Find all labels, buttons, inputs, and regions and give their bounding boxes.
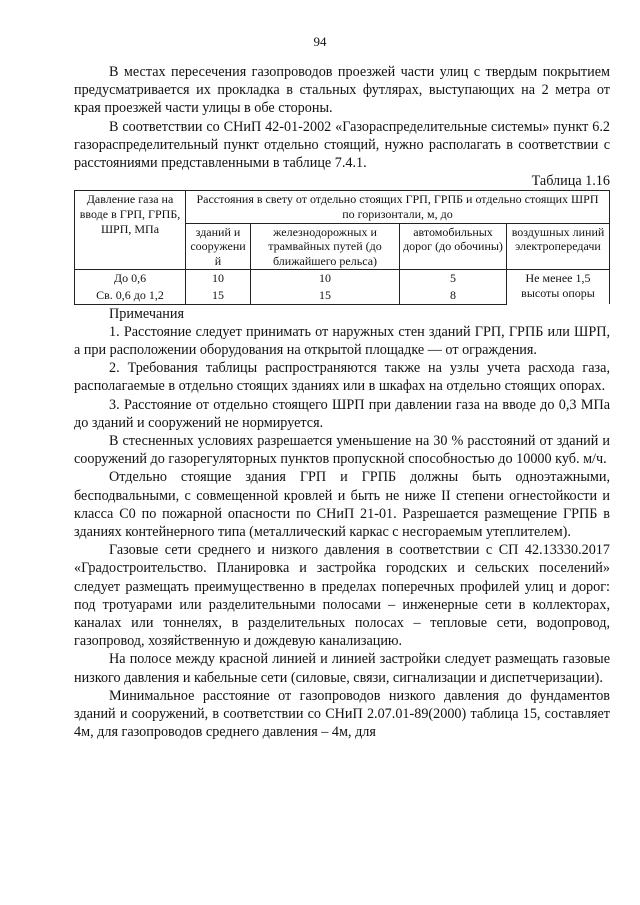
subheader-roads: автомобильных дорог (до обочины) — [400, 223, 507, 270]
table-header-row — [75, 191, 610, 223]
paragraph-red-line: На полосе между красной линией и линией застройки следует размещать газовые низкого давления и кабельные сети (силовые, связи, сигнализации и диспетчеризации). — [74, 651, 610, 686]
cell-pressure: До 0,6 — [75, 270, 186, 287]
cell-rail: 10 — [251, 270, 400, 287]
paragraph-casings: В местах пересечения газопроводов проезжей части улиц с твердым покрытием предусматривается их прокладка в стальных футлярах, выступающих на 2 метра от края проезжей части улицы в обе стороны. — [74, 64, 610, 117]
note-3: 3. Расстояние от отдельно стоящего ШРП при давлении газа на вводе до 0,3 МПа до зданий и сооружений не нормируется. — [74, 396, 610, 431]
paragraph-buildings: Отдельно стоящие здания ГРП и ГРПБ должны быть одноэтажными, бесподвальными, с совмещенной кровлей и быть не ниже II степени огнестойкости и класса С0 по пожарной опасности по СНиП 21-01. Разрешается размещение ГРПБ в зданиях контейнерного типа (металлический каркас с несгораемым утеплителем). — [74, 469, 610, 541]
cell-roads: 8 — [400, 287, 507, 304]
note-2: 2. Требования таблицы распространяются также на узлы учета расхода газа, располагаемые в отдельно стоящих зданиях или в шкафах на отдельно стоящих опорах. — [74, 360, 610, 395]
cell-buildings: 10 — [186, 270, 251, 287]
table-caption: Таблица 1.16 — [531, 173, 610, 190]
paragraph-min-distance: Минимальное расстояние от газопроводов низкого давления до фундаментов зданий и сооружений, в соответствии со СНиП 2.07.01-89(2000) таблица 15, составляет 4м, для газопроводов среднего давления – 4м, для — [74, 687, 610, 741]
note-1: 1. Расстояние следует принимать от наружных стен зданий ГРП, ГРПБ или ШРП, а при расположении оборудования на открытой площадке — от ограждения. — [74, 323, 610, 358]
cell-power-lines: Не менее 1,5 высоты опоры — [507, 270, 610, 304]
cell-buildings: 15 — [186, 287, 251, 304]
document-body — [74, 63, 610, 741]
cell-roads: 5 — [400, 270, 507, 287]
subheader-buildings: зданий и сооружени й — [186, 223, 251, 270]
paragraph-gas-networks: Газовые сети среднего и низкого давления в соответствии с СП 42.13330.2017 «Градостроительство. Планировка и застройка городских и сельских поселений» следует размещать преимущественно в пределах поперечных профилей улиц и дорог: под тротуарами или разделительными полосами – инженерные сети в коллекторах, каналах или тоннелях, в разделительных полосах – тепловые сети, водопровод, газопровод, хозяйственную и дождевую канализацию. — [74, 542, 610, 650]
table-row — [75, 270, 610, 287]
header-pressure: Давление газа на вводе в ГРП, ГРПБ, ШРП, МПа — [75, 191, 186, 270]
header-distances: Расстояния в свету от отдельно стоящих ГРП, ГРПБ и отдельно стоящих ШРП по горизонтали, м, до — [186, 191, 610, 223]
cell-rail: 15 — [251, 287, 400, 304]
subheader-power-lines: воздушных линий электропередачи — [507, 223, 610, 270]
notes-title: Примечания — [109, 305, 184, 322]
cell-pressure: Св. 0,6 до 1,2 — [75, 287, 186, 304]
paragraph-constrained: В стесненных условиях разрешается уменьшение на 30 % расстояний от зданий и сооружений до газорегуляторных пунктов пропускной способностью до 10000 куб. м/ч. — [74, 433, 610, 468]
paragraph-snip-reference: В соответствии со СНиП 42-01-2002 «Газораспределительные системы» пункт 6.2 газораспределительный пункт отдельно стоящий, нужно располагать в соответствии с расстояниями представленными в таблице 7.4.1. — [74, 118, 610, 172]
distance-table — [74, 190, 610, 304]
page-number: 94 — [313, 34, 327, 49]
subheader-rail: железнодорожных и трамвайных путей (до ближайшего рельса) — [251, 223, 400, 270]
